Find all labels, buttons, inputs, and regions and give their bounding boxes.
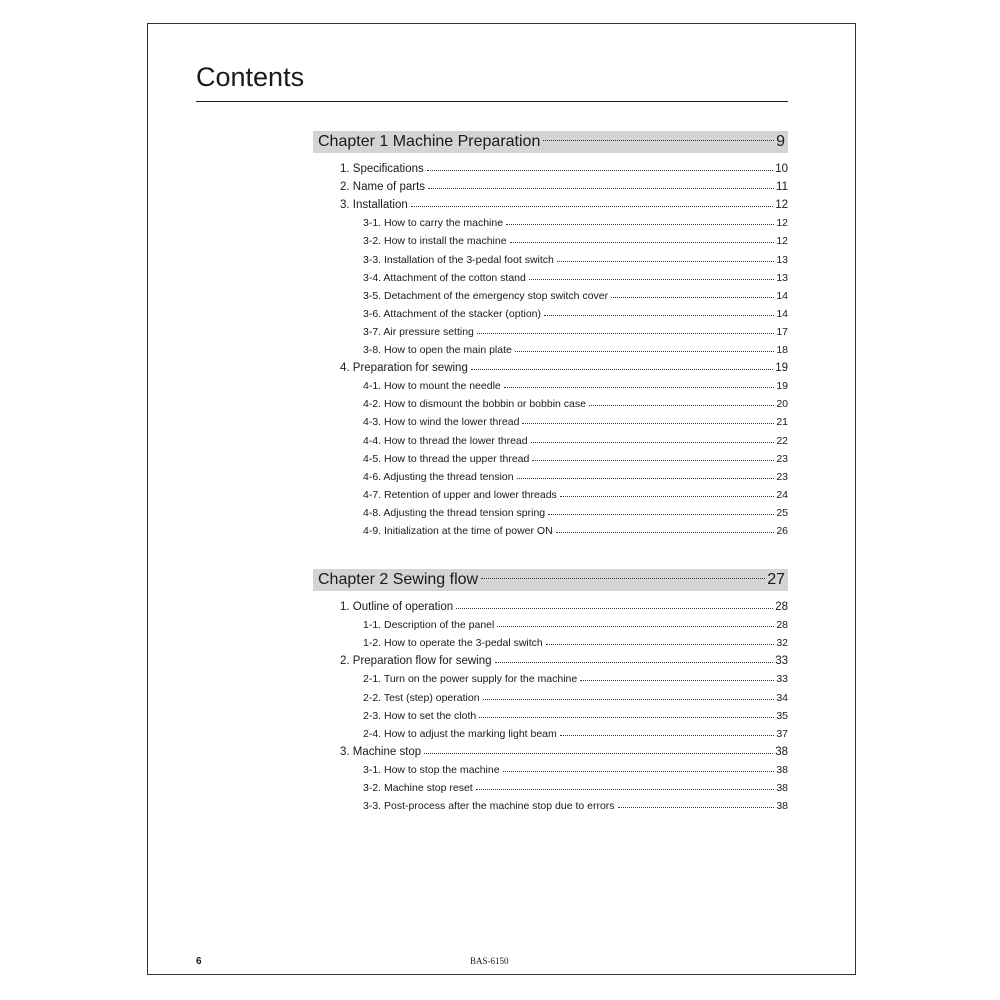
toc-entry-page: 28 [776, 619, 788, 632]
dot-leader [611, 297, 774, 298]
toc-entry-page: 38 [776, 800, 788, 813]
toc-section[interactable] [340, 159, 788, 175]
dot-leader [495, 662, 774, 663]
toc-entry-label: 1-1. Description of the panel [363, 619, 495, 632]
toc-entry-page: 12 [776, 217, 788, 230]
toc-subsection[interactable] [363, 394, 788, 410]
toc-subsection[interactable] [363, 431, 788, 447]
toc-entry-label: 4-3. How to wind the lower thread [363, 416, 520, 429]
toc-entry-page: 25 [776, 506, 788, 519]
toc-entry-page: 26 [776, 525, 788, 537]
toc-entry-page: 13 [776, 271, 788, 284]
dot-leader [560, 735, 775, 736]
toc-subsection[interactable] [363, 633, 788, 649]
dot-leader [529, 279, 774, 280]
dot-leader [479, 717, 774, 718]
toc-entry-page: 13 [776, 253, 788, 266]
toc-subsection[interactable] [363, 615, 788, 631]
toc-subsection[interactable] [363, 213, 788, 229]
dot-leader [618, 807, 775, 808]
dot-leader [515, 351, 774, 352]
toc-entry-label: 2. Preparation flow for sewing [340, 655, 492, 668]
toc-entry-page: 23 [776, 452, 788, 465]
page-title: Contents [196, 62, 305, 92]
toc-entry-page: 18 [776, 344, 788, 356]
dot-leader [481, 578, 765, 579]
toc-entry-label: 3-2. How to install the machine [363, 235, 507, 248]
dot-leader [427, 170, 773, 171]
toc-entry-page: 21 [776, 416, 788, 429]
toc-section[interactable] [340, 195, 788, 211]
toc-subsection[interactable] [363, 724, 788, 740]
toc-section[interactable] [340, 177, 788, 193]
toc-entry-label: 1-2. How to operate the 3-pedal switch [363, 637, 543, 650]
dot-leader [543, 140, 774, 141]
toc-subsection[interactable] [363, 449, 788, 465]
dot-leader [522, 423, 774, 424]
toc-entry-page: 17 [776, 325, 788, 338]
toc-entry-label: 1. Outline of operation [340, 601, 454, 613]
toc-entry-label: 3-7. Air pressure setting [363, 325, 474, 338]
toc-entry-page: 34 [776, 691, 788, 704]
toc-subsection[interactable] [363, 485, 788, 501]
dot-leader [546, 644, 775, 645]
toc-entry-page: 19 [775, 362, 788, 375]
toc-entry-label: 3-6. Attachment of the stacker (option) [363, 307, 542, 320]
toc-entry-page: 33 [775, 655, 788, 668]
dot-leader [556, 532, 775, 533]
toc-section[interactable] [340, 651, 788, 667]
toc-section[interactable] [340, 597, 788, 613]
dot-leader [411, 206, 773, 207]
dot-leader [504, 387, 775, 388]
toc-entry-page: 11 [776, 181, 788, 194]
toc-entry-label: 4-8. Adjusting the thread tension spring [363, 506, 546, 519]
toc-entry-label: 3-1. How to stop the machine [363, 763, 500, 776]
toc-subsection[interactable] [363, 796, 788, 812]
toc-entry-label: 2-3. How to set the cloth [363, 709, 477, 722]
toc-subsection[interactable] [363, 250, 788, 266]
toc-section[interactable] [340, 358, 788, 374]
toc-subsection[interactable] [363, 467, 788, 483]
toc-entry-label: 3-3. Post-process after the machine stop due to errors [363, 800, 615, 813]
toc-entry-page: 32 [776, 637, 788, 650]
dot-leader [531, 442, 775, 443]
toc-entry-label: 3-5. Detachment of the emergency stop switch cover [363, 289, 609, 302]
toc-entry-label: 3. Installation [340, 199, 408, 212]
dot-leader [483, 699, 775, 700]
page-number: 6 [196, 956, 202, 967]
chapter-heading[interactable] [313, 569, 788, 591]
toc-entry-label: 4-7. Retention of upper and lower threads [363, 488, 557, 501]
dot-leader [503, 771, 775, 772]
toc-entry-page: 12 [776, 235, 788, 248]
toc-entry-page: 20 [776, 398, 788, 411]
dot-leader [517, 478, 775, 479]
toc-subsection[interactable] [363, 304, 788, 320]
dot-leader [548, 514, 774, 515]
toc-entry-label: 3-1. How to carry the machine [363, 217, 504, 230]
dot-leader [506, 224, 774, 225]
dot-leader [477, 333, 774, 334]
toc-entry-page: 23 [776, 470, 788, 483]
document-page [147, 23, 856, 975]
toc-subsection[interactable] [363, 760, 788, 776]
toc-entry-label: 2-1. Turn on the power supply for the machine [363, 673, 578, 686]
toc-entry-label: 1. Specifications [340, 163, 424, 175]
toc-subsection[interactable] [363, 286, 788, 302]
toc-subsection[interactable] [363, 521, 788, 537]
toc-subsection[interactable] [363, 231, 788, 247]
toc-entry-label: 3-2. Machine stop reset [363, 782, 473, 794]
toc-entry-label: 4. Preparation for sewing [340, 362, 468, 375]
toc-subsection[interactable] [363, 688, 788, 704]
toc-entry-page: 22 [776, 434, 788, 447]
dot-leader [580, 680, 774, 681]
toc-entry-label: 4-2. How to dismount the bobbin or bobbin case [363, 398, 586, 411]
dot-leader [428, 188, 774, 189]
toc-subsection[interactable] [363, 340, 788, 356]
toc-entry-page: 12 [775, 199, 788, 212]
dot-leader [476, 789, 775, 790]
toc-entry-page: 19 [776, 380, 788, 393]
toc-entry-label: 3-3. Installation of the 3-pedal foot switch [363, 253, 554, 266]
toc-subsection[interactable] [363, 669, 788, 685]
toc-entry-page: 33 [776, 673, 788, 686]
chapter-page-number: 27 [767, 571, 785, 588]
chapter-title: Chapter 1 Machine Preparation [318, 133, 541, 150]
dot-leader [456, 608, 773, 609]
toc-entry-page: 14 [776, 307, 788, 320]
toc-entry-page: 38 [776, 782, 788, 794]
toc-subsection[interactable] [363, 503, 788, 519]
toc-entry-label: 4-5. How to thread the upper thread [363, 452, 530, 465]
toc-section[interactable] [340, 742, 788, 758]
toc-entry-page: 38 [775, 745, 788, 758]
model-name: BAS-6150 [470, 956, 509, 966]
toc-entry-page: 35 [776, 709, 788, 722]
toc-entry-label: 4-1. How to mount the needle [363, 380, 501, 393]
toc-entry-page: 37 [776, 727, 788, 740]
toc-entry-label: 3-8. How to open the main plate [363, 344, 512, 356]
toc-subsection[interactable] [363, 706, 788, 722]
toc-entry-label: 2. Name of parts [340, 181, 426, 194]
toc-entry-label: 4-6. Adjusting the thread tension [363, 470, 514, 483]
toc-entry-label: 2-4. How to adjust the marking light beam [363, 727, 557, 740]
toc-entry-page: 38 [776, 763, 788, 776]
chapter-title: Chapter 2 Sewing flow [318, 571, 479, 588]
toc-entry-page: 14 [776, 289, 788, 302]
toc-subsection[interactable] [363, 778, 788, 794]
dot-leader [532, 460, 774, 461]
toc-subsection[interactable] [363, 412, 788, 428]
dot-leader [560, 496, 775, 497]
dot-leader [544, 315, 774, 316]
toc-entry-label: 4-9. Initialization at the time of power ON [363, 525, 553, 537]
toc-entry-page: 28 [775, 601, 788, 613]
dot-leader [471, 369, 773, 370]
toc-subsection[interactable] [363, 322, 788, 338]
toc-entry-label: 3. Machine stop [340, 745, 422, 758]
dot-leader [557, 261, 774, 262]
dot-leader [424, 753, 773, 754]
toc-entry-page: 10 [775, 163, 788, 175]
toc-subsection[interactable] [363, 376, 788, 392]
toc-entry-page: 24 [776, 488, 788, 501]
toc-entry-label: 2-2. Test (step) operation [363, 691, 480, 704]
dot-leader [497, 626, 774, 627]
toc-entry-label: 3-4. Attachment of the cotton stand [363, 271, 526, 284]
toc-entry-label: 4-4. How to thread the lower thread [363, 434, 528, 447]
chapter-heading[interactable] [313, 131, 788, 153]
chapter-page-number: 9 [776, 133, 785, 150]
title-rule [196, 101, 788, 102]
dot-leader [510, 242, 775, 243]
toc-subsection[interactable] [363, 268, 788, 284]
dot-leader [589, 405, 774, 406]
